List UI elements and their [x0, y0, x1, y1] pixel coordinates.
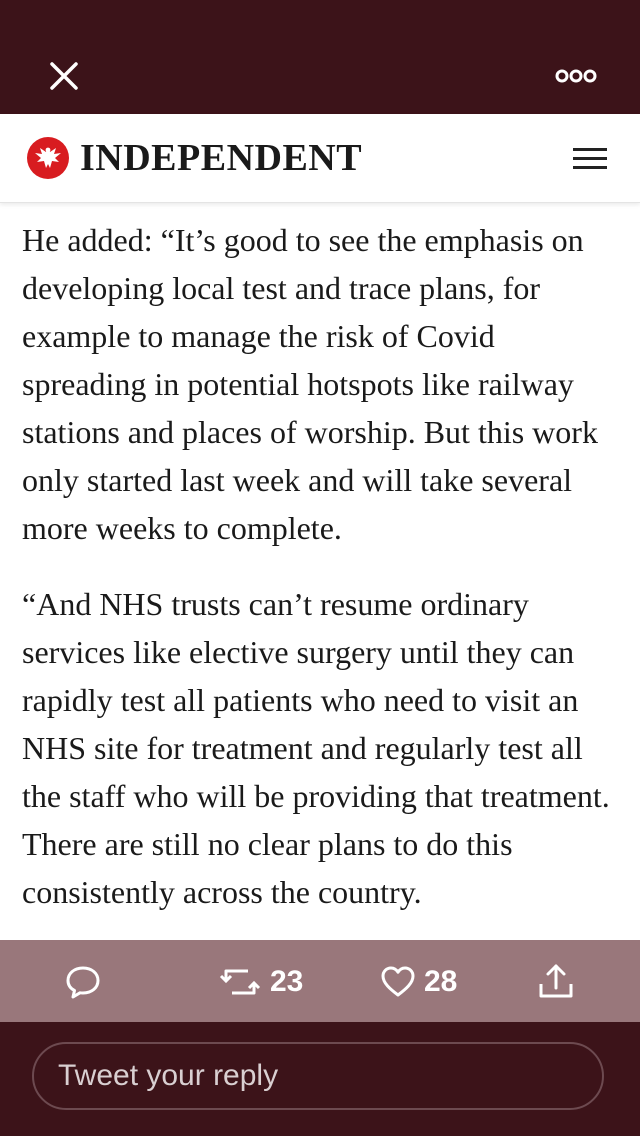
site-header: [0, 114, 640, 203]
tweet-action-bar: [0, 940, 640, 1022]
eagle-logo-icon: [26, 136, 70, 180]
article-body: [22, 216, 622, 944]
comment-icon: [64, 963, 102, 1001]
more-icon: [552, 62, 600, 90]
reply-placeholder: Tweet your reply: [58, 1059, 279, 1092]
reply-input[interactable]: [32, 1042, 604, 1110]
article-paragraph: He added: “It’s good to see the emphasis on developing local test and trace plans, for example to manage the risk of Covid spreading in potential hotspots like railway stations and places of worship. But this work only started last week and will take several more weeks to complete.: [22, 222, 598, 546]
heart-icon: [380, 964, 416, 1000]
retweet-icon: [218, 963, 262, 1001]
close-button[interactable]: [42, 54, 86, 98]
close-icon: [42, 54, 86, 98]
like-count: 28: [424, 965, 458, 998]
hamburger-menu-icon: [570, 144, 610, 174]
retweet-count: 23: [270, 965, 304, 998]
site-wordmark: INDEPENDENT: [80, 137, 363, 179]
more-options-button[interactable]: [552, 62, 600, 90]
retweet-action-button[interactable]: [218, 962, 303, 1002]
article-paragraph: “And NHS trusts can’t resume ordinary services like elective surgery until they can rapidly test all patients who need to visit an NHS site for treatment and regularly test all the staff who will be providing that treatment. There are still no clear plans to do this consistently across the country.: [22, 586, 610, 910]
share-action-button[interactable]: [536, 962, 576, 1002]
reply-action-button[interactable]: [64, 962, 102, 1002]
like-action-button[interactable]: [380, 962, 457, 1002]
share-icon: [536, 962, 576, 1002]
menu-button[interactable]: [570, 144, 610, 174]
site-logo[interactable]: [26, 134, 362, 182]
top-bar: [0, 0, 640, 114]
reply-bar: [0, 1022, 640, 1136]
